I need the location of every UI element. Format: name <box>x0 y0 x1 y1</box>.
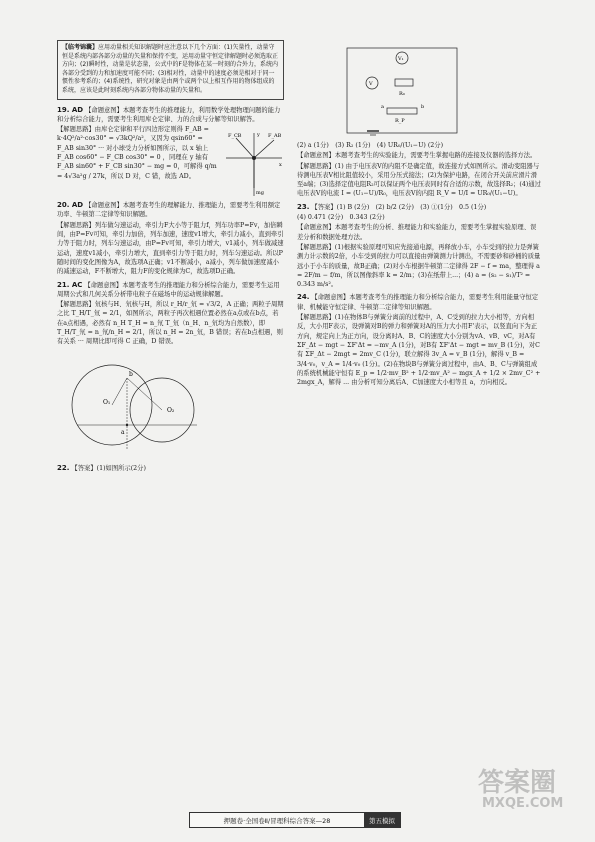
q24-intent: 【命题意图】本题考查考生的推理能力和分析综合能力，需要考生利用能量守恒定律、机械能守恒定律、牛顿第二定律等知识解题。 <box>297 294 539 311</box>
circle-orbit-diagram <box>67 350 217 460</box>
q24-solution: 【解题思路】(1)在物体B与弹簧分离前的过程中，A、C受到的拉力大小相等，方向相反，大小用F表示，设弹簧对B的弹力和弹簧对A的压力大小用F'表示，以竖直向下为正方向，规定向上为正方向，设分离时A、B、C的速度大小分别为vA、vB、vC，对A有 ΣF_Δt − mgt − ΣF'Δt = −mv_A (1分)，对B有 ΣF'Δt − mgt = mv_B (1分)，对C有 ΣF_Δt − 2mgt = 2mv_C (1分)，联立解得 3v_A = v_B (1分)，解得 v_B = 3/4·v₀，v_A = 1/4·v₀ (1分)。(2)在物块B与弹簧分离过程中，由A、B、C与弹簧组成的系统机械能守恒有 E_p = 1/2·mv_B² + 1/2·mv_A² − mgx_A + 1/2 × 2mv_C² + 2mgx_A，解得 ... 由分析可知分离后A、C加速度大小相等且 a，方向相反。 <box>297 314 541 387</box>
label-mg: mg <box>256 190 264 197</box>
label-b: b <box>421 104 425 110</box>
question-20 <box>57 201 284 276</box>
q19-intent: 【命题意图】本题考查考生的推理能力，利用数学处理物理问题的能力和分析综合能力，需要考生利用库仑定律、力的合成与分解等知识解答。 <box>57 106 281 123</box>
label-o1: O₁ <box>103 398 111 406</box>
label-y: y <box>257 132 260 139</box>
question-19 <box>57 105 284 197</box>
q23-solution: 【解题思路】(1)根据实验原理可知应先接通电源，再释放小车，小车受到的拉力是弹簧测力计示数的2倍，小车受到的拉力可以直接由弹簧测力计测出，不需要砂和砂桶的质量远小于小车的质量，故B正确；(2)对小车根据牛顿第二定律得 2F − f = ma，整理得 a = 2F/m − f/m，所以图像斜率 k = 2/m；(3)在纸带上...；(4) a = (s₂ − s₁)/T² = 0.343 m/s²。 <box>297 243 541 289</box>
force-diagram <box>224 128 284 198</box>
label-x: x <box>279 162 282 169</box>
q22-answer-part2: (2) a (1分) (3) R₂ (1分) (4) UR₀/(U₁−U) (2分) <box>297 142 444 149</box>
label-fab: F_AB <box>268 133 282 140</box>
q19-solution: 【解题思路】由库仑定律和平行四边形定则得 F_AB = k·4Q²/a²·cos30° = √3kQ²/a²，又因为 qsin60° = F_AB sin30° ··· 对小球受力分析如图所示，以 x 轴上 F_AB cos60° − F_CB cos30° = 0 ，同理在 y 轴有 F_AB sin60° + F_CB sin30° − mg = 0，可解得 q/m = 4√3a²g / 27k，所以 D 对，C 错，故选 AD。 <box>57 126 217 180</box>
footer-text: 押题卷·全国卷Ⅱ/冒理科综合答案—28 <box>223 816 331 825</box>
label-rp: R_P <box>395 118 405 124</box>
q20-number: 20. AD <box>57 201 84 210</box>
label-point-a: a <box>121 428 125 436</box>
question-21 <box>57 281 284 460</box>
question-23 <box>297 203 542 290</box>
q23-number: 23. <box>297 202 310 211</box>
label-r0: R₀ <box>399 91 405 97</box>
label-o2: O₂ <box>167 406 175 414</box>
watermark-url: MXQE.COM <box>482 796 564 811</box>
q20-intent: 【命题意图】本题考查考生的理解能力、推理能力，需要考生利用额定功率、牛顿第二定律等知识解题。 <box>57 202 281 219</box>
right-column <box>297 40 542 388</box>
q21-number: 21. AC <box>57 280 83 289</box>
q19-number: 19. AD <box>57 105 84 114</box>
label-v: V <box>369 81 373 87</box>
q22-intent: 【命题意图】本题考查考生的实验能力，需要考生掌握电路的连接及仪器的选择方法。 <box>297 152 537 160</box>
label-v1: V₁ <box>398 56 404 62</box>
q22-number: 22. <box>57 463 70 472</box>
question-24 <box>297 293 542 387</box>
q22-solution: 【解题思路】(1) 由于电压表V的内阻不是确定值，故连接方式如图所示。滑动变阻器与待测电压表V相比阻值较小，采用分压式接法；(2)为保护电路，在闭合开关前应滑片滑至a端；(3)选择定值电阻R₂可以保证两个电压表同时有合适的示数，故选择R₂；(4)通过电压表V的电流 I = (U₁−U)/R₀，电压表V的内阻 R_V = U/I = UR₀/(U₁−U)。 <box>297 162 541 198</box>
watermark-logo: 答案圈 <box>478 768 557 798</box>
q21-intent: 【命题意图】本题考查考生的推理能力和分析综合能力，需要考生运用周期公式和几何关系分析带电粒子在磁场中的运动规律解题。 <box>57 281 280 298</box>
label-point-b: b <box>129 370 133 378</box>
exam-tips-box <box>57 40 284 100</box>
q20-solution: 【解题思路】列车做匀速运动，牵引力F大小等于阻力f，列车功率P=Fv，加倍瞬间，由P=Fv可知，牵引力加倍，列车加速，速度v1增大，牵引力减小，直到牵引力等于阻力时，列车匀速运动，由P=Fv可知，牵引力增大，v1减小，列车做减速运动，速度v1减小，牵引力增大，直到牵引力等于阻力时，列车匀速运动。所以P随时间的变化图像为A，故选项A正确；v1不断减小，a减小，列车做加速度减小的减速运动，F不断增大，阻力F的变化规律为C，故选项D正确。 <box>57 221 284 276</box>
q23-answer: 【答案】(1) B (2分) (2) b/2 (2分) (3) ①(1分) 0.5 (1分) <box>311 203 487 211</box>
footer-tag: 第五模拟 <box>364 813 400 827</box>
page-footer <box>189 812 401 828</box>
q21-solution: 【解题思路】氘核与H、氘核与H，所以 r_H/r_氘 = √3/2，A 正确；两粒子周期之比 T_H/T_氘 = 2/1，如图所示，两粒子再次相遇位置必然在a点或在b点，若在a点相遇，必然有 n_H T_H = n_氘 T_氘（n_H、n_氘均为自然数），即 T_H/T_氘 = n_氘/n_H = 2/1，所以 n_H = 2n_氘，B 错误；若在b点相遇，则有关系 ··· 周期比即可得 C 正确，D 错误。 <box>57 301 284 346</box>
q23-answer-part2: (4) 0.471 (2分) 0.343 (2分) <box>297 214 385 222</box>
tips-title: 【临考锦囊】 <box>62 44 99 51</box>
q24-number: 24. <box>297 293 310 302</box>
q22-answer: 【答案】(1)如图所示(2分) <box>71 464 146 472</box>
label-a: a <box>381 104 384 110</box>
left-column <box>57 40 284 474</box>
label-fcb: F_CB <box>228 133 242 140</box>
question-22 <box>57 464 284 473</box>
tips-text: 应用动量相关知识解题时应注意以下几个方面：(1)矢量性，动量守恒是系统内部各部分动量的矢量和保持不变，运用动量守恒定律解题时必须选取正方向；(2)瞬时性，动量是状态量，公式中的F是物体在某一时刻的合外力，系统内各部分受到的力和加速度可能不同；(3)相对性，动量中的速度必须是相对于同一惯性参考系的；(4)系统性，研究对象是由两个或两个以上相互作用的物体组成的系统，应该是此时刻系统内各部分物体动量的矢量和。 <box>62 44 279 94</box>
circuit-diagram <box>337 43 467 138</box>
q23-intent: 【命题意图】本题考查考生的分析、推理能力和实验能力，需要考生掌握实验原理、误差分析和数据处理方法。 <box>297 224 537 241</box>
